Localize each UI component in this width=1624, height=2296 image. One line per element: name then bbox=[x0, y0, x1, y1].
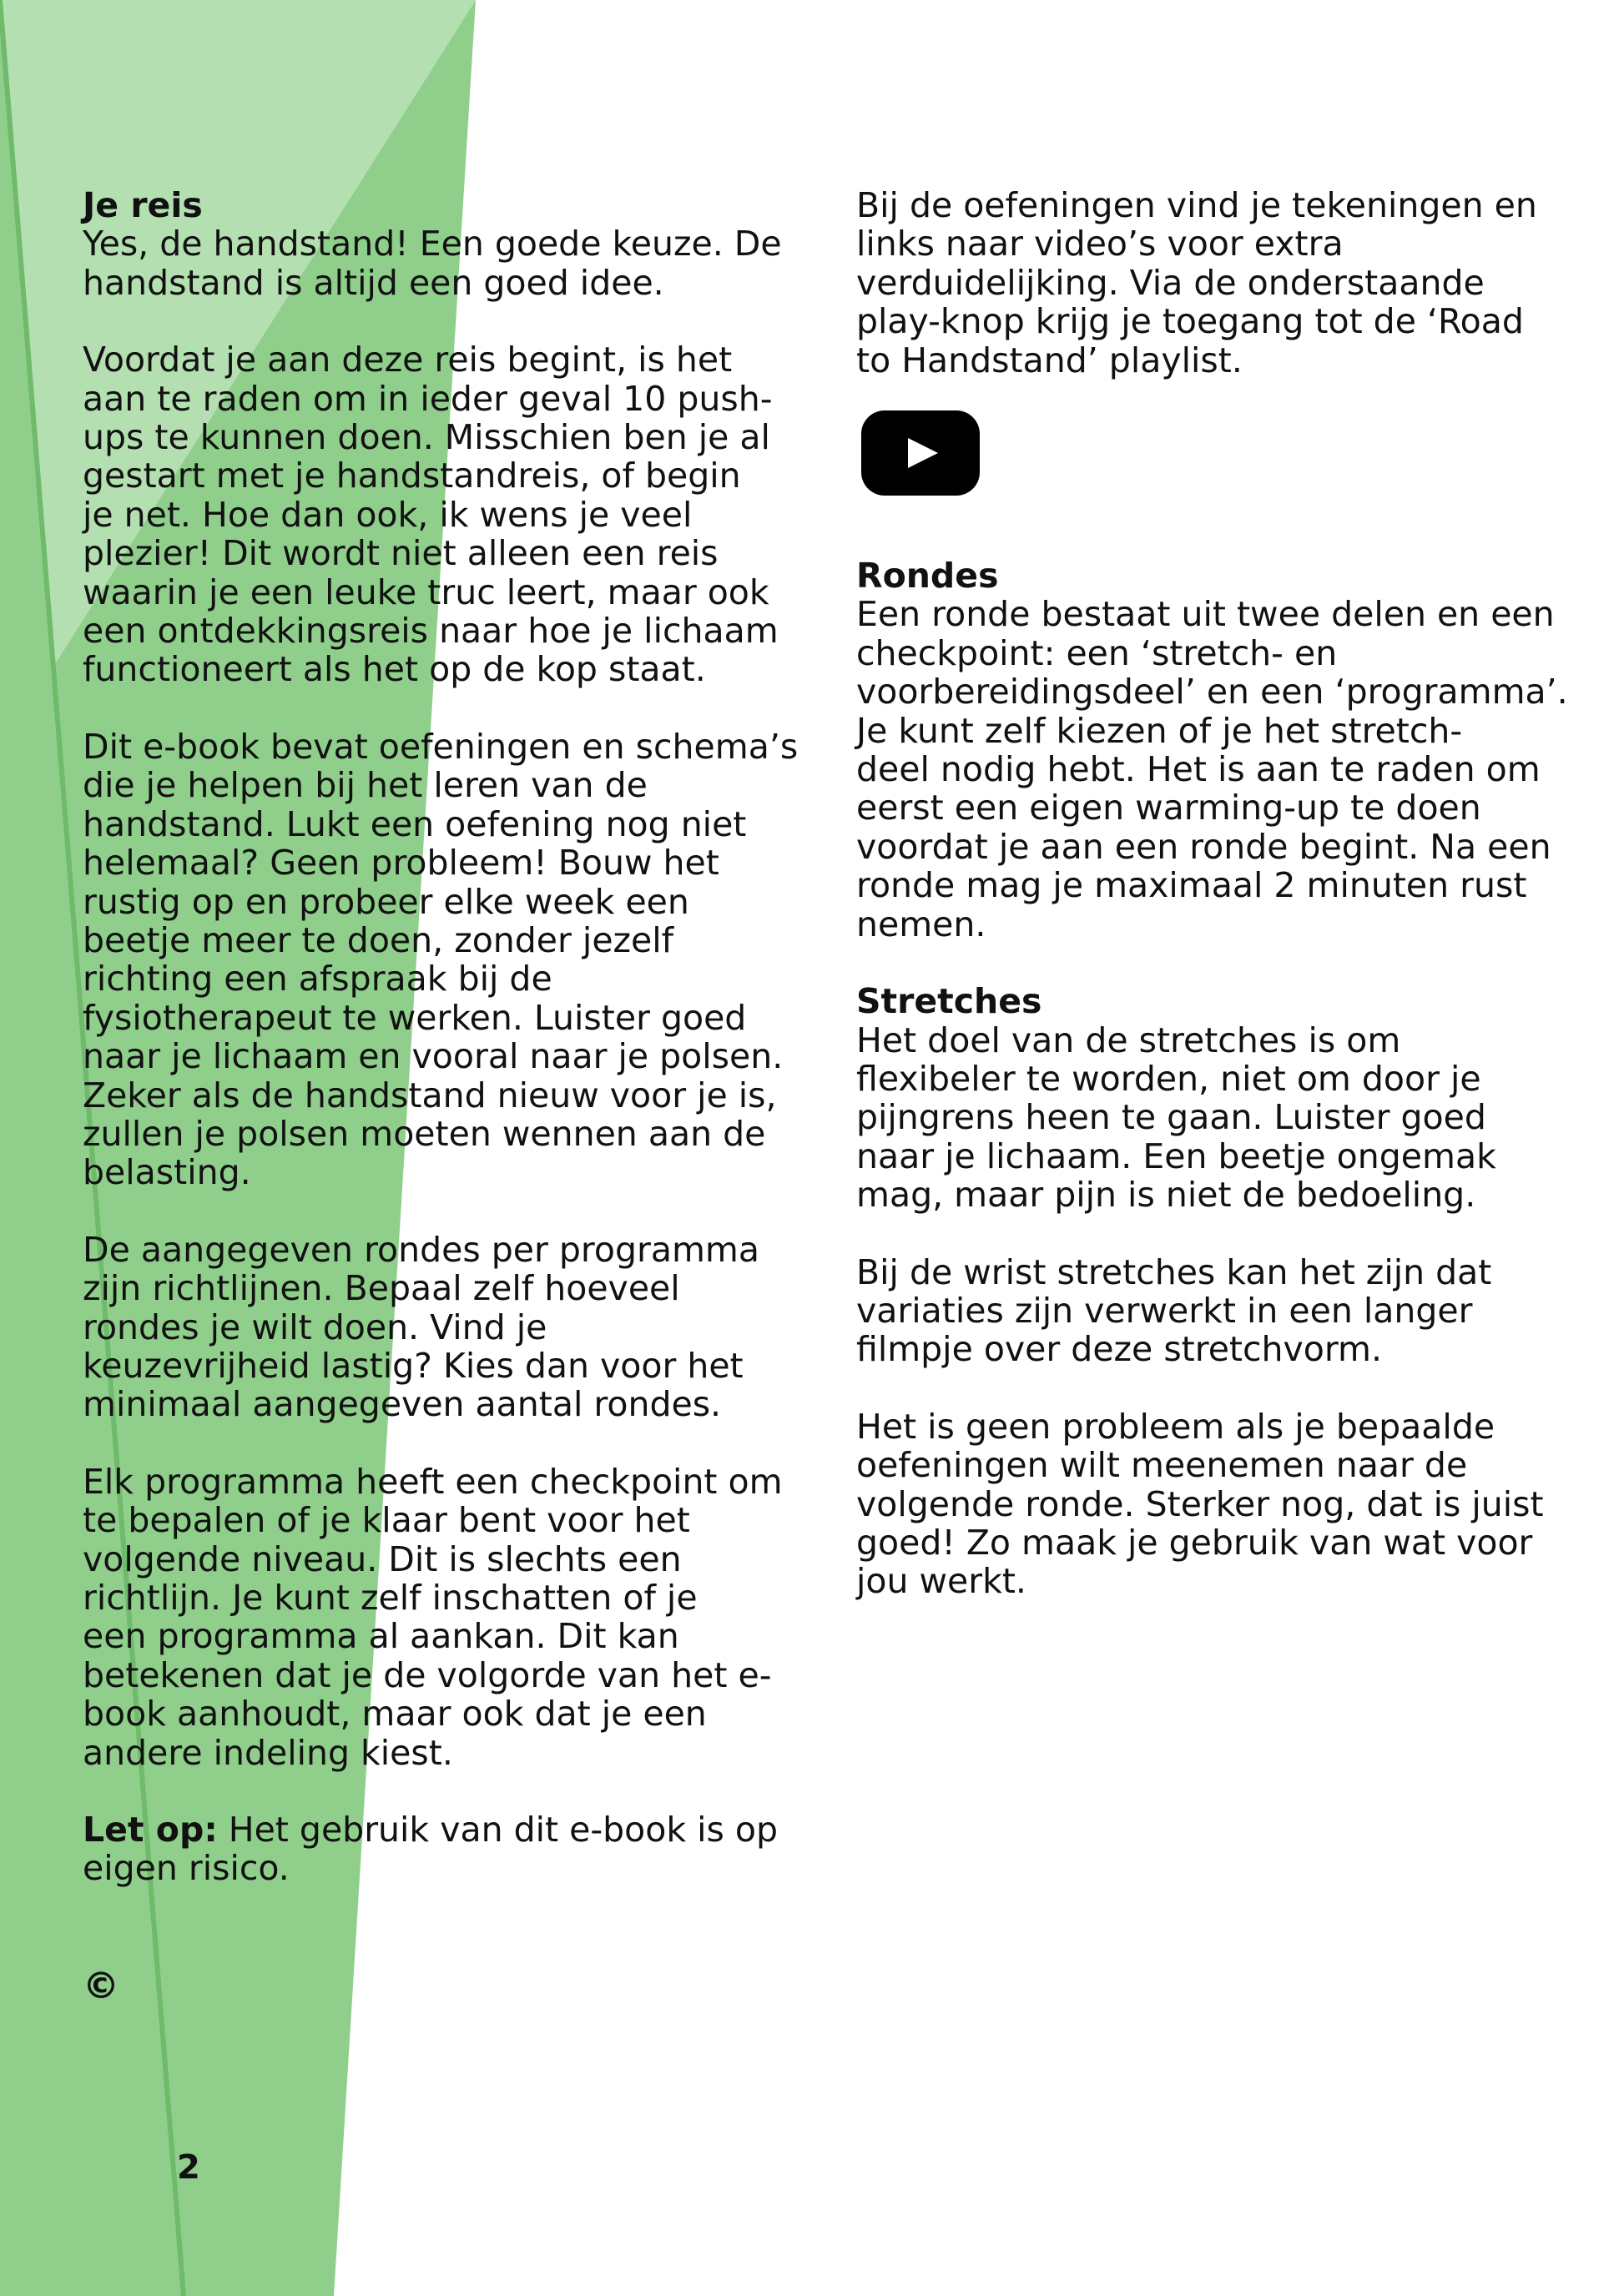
paragraph-ebook: Dit e-book bevat oefeningen en schema’s die je helpen bij het leren van de handstand. Lukt een oefening nog niet helemaal? Geen probleem! Bouw het rustig op en probeer elke week een beetje meer te doen, zonder jezelf richting een afspraak bij de fysiotherapeut te werken. Luister goed naar je lichaam en vooral naar je polsen. Zeker als de handstand nieuw voor je is, zullen je polsen moeten wennen aan de belasting. bbox=[83, 726, 799, 1193]
youtube-play-icon bbox=[908, 438, 938, 468]
paragraph-let-op bbox=[83, 1810, 817, 1888]
paragraph-rondes: Een ronde bestaat uit twee delen en een checkpoint: een ‘stretch- en voorbereidingsdeel’ en een ‘programma’. Je kunt zelf kiezen of je het stretch- deel nodig hebt. Het is aan te raden om eerst een eigen warming-up te doen voordat je aan een ronde begint. Na een ronde mag je maximaal 2 minuten rust nemen. bbox=[856, 594, 1568, 944]
heading-je-reis: Je reis bbox=[83, 185, 203, 225]
right-column bbox=[856, 186, 1582, 1639]
paragraph-checkpoint: Elk programma heeft een checkpoint om te bepalen of je klaar bent voor het volgende niveau. Dit is slechts een richtlijn. Je kunt zelf inschatten of je een programma al aankan. Dit kan betekenen dat je de volgorde van het e- book aanhoudt, maar ook dat je een andere indeling kiest. bbox=[83, 1461, 783, 1773]
paragraph-meenemen: Het is geen probleem als je bepaalde oefeningen wilt meenemen naar de volgende ronde. Sterker nog, dat is juist goed! Zo maak je gebruik van wat voor jou werkt. bbox=[856, 1406, 1544, 1602]
paragraph-rondes-richtlijnen: De aangegeven rondes per programma zijn richtlijnen. Bepaal zelf hoeveel rondes je wilt doen. Vind je keuzevrijheid lastig? Kies dan voor het minimaal aangegeven aantal rondes. bbox=[83, 1229, 759, 1425]
paragraph-voordat: Voordat je aan deze reis begint, is het aan te raden om in ieder geval 10 push- ups te kunnen doen. Misschien ben je al gestart met je handstandreis, of begin je net. Hoe dan ook, ik wens je veel plezier! Dit wordt niet alleen een reis waarin je een leuke truc leert, maar ook een ontdekkingsreis naar hoe je lichaam functioneert als het op de kop staat. bbox=[83, 340, 779, 690]
left-column bbox=[83, 186, 817, 1926]
paragraph-wrist-stretches: Bij de wrist stretches kan het zijn dat variaties zijn verwerkt in een langer filmpje over deze stretchvorm. bbox=[856, 1251, 1492, 1370]
let-op-label: Let op: bbox=[83, 1810, 218, 1850]
youtube-play-button[interactable] bbox=[861, 410, 980, 496]
let-op-text: Het gebruik van dit e-book is op eigen risico. bbox=[83, 1810, 779, 1889]
paragraph-intro: Yes, de handstand! Een goede keuze. De handstand is altijd een goed idee. bbox=[83, 224, 782, 303]
paragraph-stretches-doel: Het doel van de stretches is om flexibeler te worden, niet om door je pijngrens heen te gaan. Luister goed naar je lichaam. Een beetje ongemak mag, maar pijn is niet de bedoeling. bbox=[856, 1020, 1496, 1216]
heading-stretches: Stretches bbox=[856, 981, 1042, 1022]
section-rondes bbox=[856, 556, 1582, 944]
heading-rondes: Rondes bbox=[856, 556, 999, 597]
page-number: 2 bbox=[177, 2148, 200, 2187]
paragraph-oefeningen-intro: Bij de oefeningen vind je tekeningen en links naar video’s voor extra verduidelijking. Via de onderstaande play-knop krijg je toegang tot de ‘Road to Handstand’ playlist. bbox=[856, 185, 1537, 380]
section-stretches bbox=[856, 982, 1582, 1214]
copyright-symbol: © bbox=[83, 1965, 119, 2007]
